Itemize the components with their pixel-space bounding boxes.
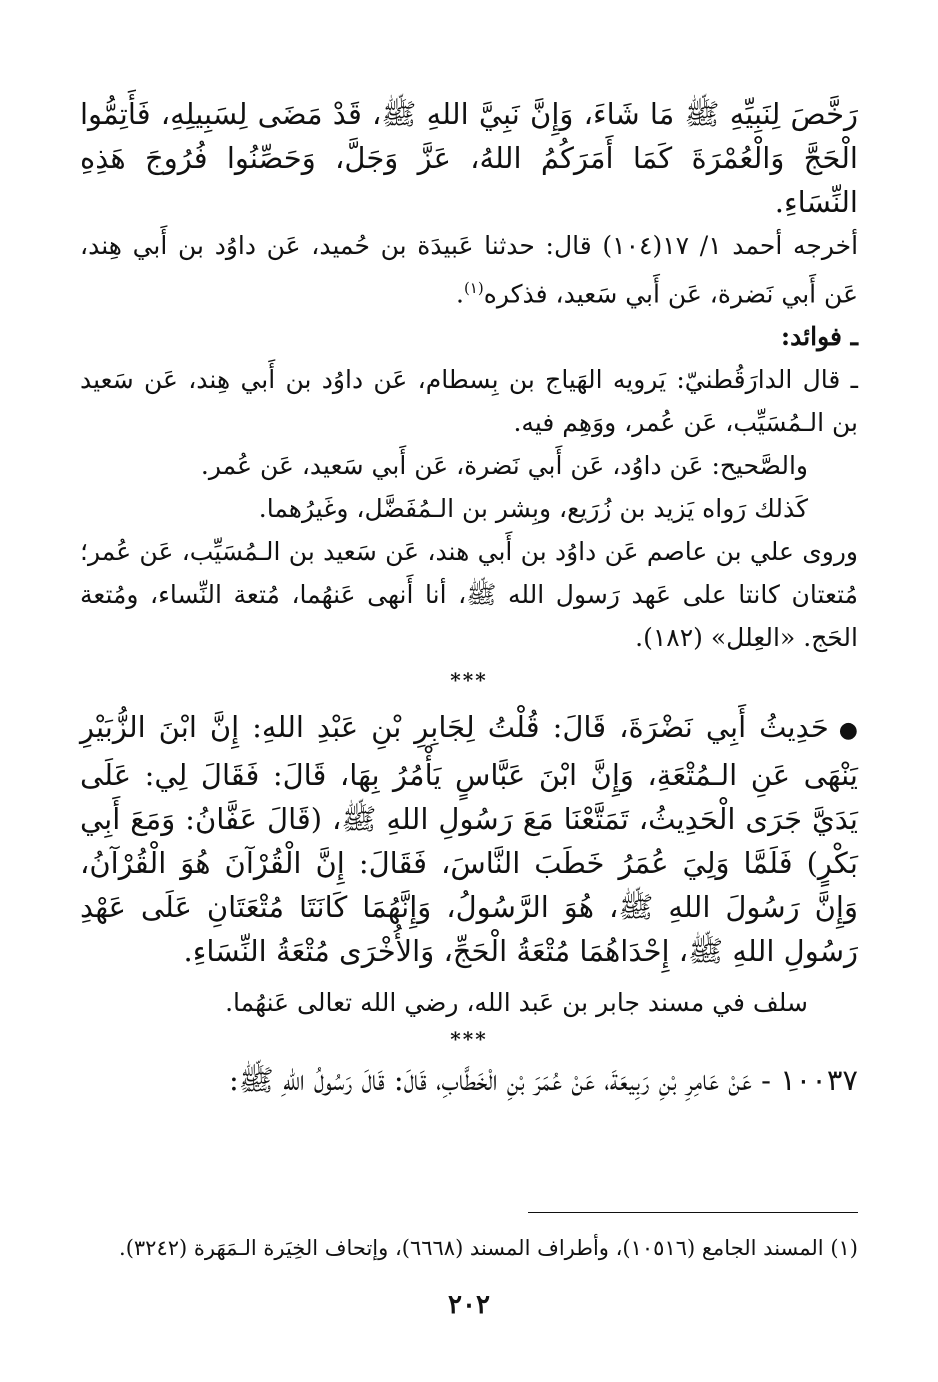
takhrij-end: . [455, 279, 464, 309]
daraqutni-note: ـ قال الدارَقُطنيّ: يَرويه الهَياج بن بِسطام، عَن داوُد بن أَبي هِند، عَن سَعيد بن الـمُسَيِّب، عَن عُمر، ووَهِم فيه. [80, 365, 858, 438]
hadith-jabir [80, 705, 858, 973]
sahih-note: والصَّحيح: عَن داوُد، عَن أَبي نَضرة، عَن أَبي سَعيد، عَن عُمر. [200, 451, 808, 481]
footnote-ref[interactable]: (١) [463, 279, 484, 297]
riwaya-note: وروى علي بن عاصم عَن داوُد بن أَبي هند، عَن سَعيد بن الـمُسَيِّب، عَن عُمر؛ مُتعتان كانتا على عَهد رَسول الله ﷺ، أنا أَنهى عَنهُما، مُتعة النِّساء، ومُتعة الحَج. «العِلل» (١٨٢). [80, 537, 858, 653]
page-body [80, 92, 858, 1102]
fawaid-heading: ـ فوائد: [780, 322, 858, 352]
footnote-divider [528, 1212, 858, 1213]
section-separator-2: *** [450, 1027, 488, 1052]
hadith-continuation: رَخَّصَ لِنَبِيِّهِ ﷺ مَا شَاءَ، وَإِنَّ نَبِيَّ اللهِ ﷺ، قَدْ مَضَى لِسَبِيلِهِ، فَأَتِمُّوا الْحَجَّ وَالْعُمْرَةَ كَمَا أَمَرَكُمُ اللهُ، عَزَّ وَجَلَّ، وَحَصِّنُوا فُرُوجَ هَذِهِ النِّسَاءِ. [80, 97, 858, 219]
page-number: ٢٠٢ [448, 1290, 490, 1320]
hadith-10037: ١٠٠٣٧ - عَنْ عَامِرِ بْنِ رَبِيعَةَ، عَنْ عُمَرَ بْنِ الْخَطَّابِ، قَالَ: قَالَ رَسُولُ اللهِ ﷺ: [228, 1063, 858, 1098]
takhrij-text: أخرجه أحمد ١/ ١٧(١٠٤) قال: حدثنا عَبيدَة بن حُميد، عَن داوُد بن أَبي هِند، عَن أَبي نَضرة، عَن أَبي سَعيد، فذكره [80, 231, 859, 309]
section-separator: *** [450, 668, 488, 693]
takhrij-note [80, 224, 858, 315]
salaf-note: سلف في مسند جابر بن عَبد الله، رضي الله تعالى عَنهُما. [225, 988, 808, 1018]
hadith-jabir-text: حَدِيثُ أَبِي نَضْرَةَ، قَالَ: قُلْتُ لِجَابِرِ بْنِ عَبْدِ اللهِ: إِنَّ ابْنَ الزُّبَيْرِ يَنْهَى عَنِ الـمُتْعَةِ، وَإِنَّ ابْنَ عَبَّاسٍ يَأْمُرُ بِهَا، قَالَ: فَقَالَ لِي: عَلَى يَدَيَّ جَرَى الْحَدِيثُ، تَمَتَّعْنَا مَعَ رَسُولِ اللهِ ﷺ، (قَالَ عَفَّانُ: وَمَعَ أَبِي بَكْرٍ) فَلَمَّا وَلِيَ عُمَرُ خَطَبَ النَّاسَ، فَقَالَ: إِنَّ الْقُرْآنَ هُوَ الْقُرْآنُ، وَإِنَّ رَسُولَ اللهِ ﷺ، هُوَ الرَّسُولُ، وَإِنَّهُمَا كَانَتَا مُتْعَتَانِ عَلَى عَهْدِ رَسُولِ اللهِ ﷺ، إِحْدَاهُمَا مُتْعَةُ الْحَجِّ، وَالأُخْرَى مُتْعَةُ النِّسَاءِ. [80, 710, 858, 969]
bullet-icon: ● [838, 718, 858, 744]
footnote: (١) المسند الجامع (١٠٥١٦)، وأطراف المسند (٦٦٦٨)، وإتحاف الخِيَرة الـمَهَرة (٣٢٤٢). [119, 1236, 858, 1260]
kadhalik-note: كَذلك رَواه يَزيد بن زُرَيع، وبِشر بن الـمُفَضَّل، وغَيرُهما. [258, 494, 808, 524]
